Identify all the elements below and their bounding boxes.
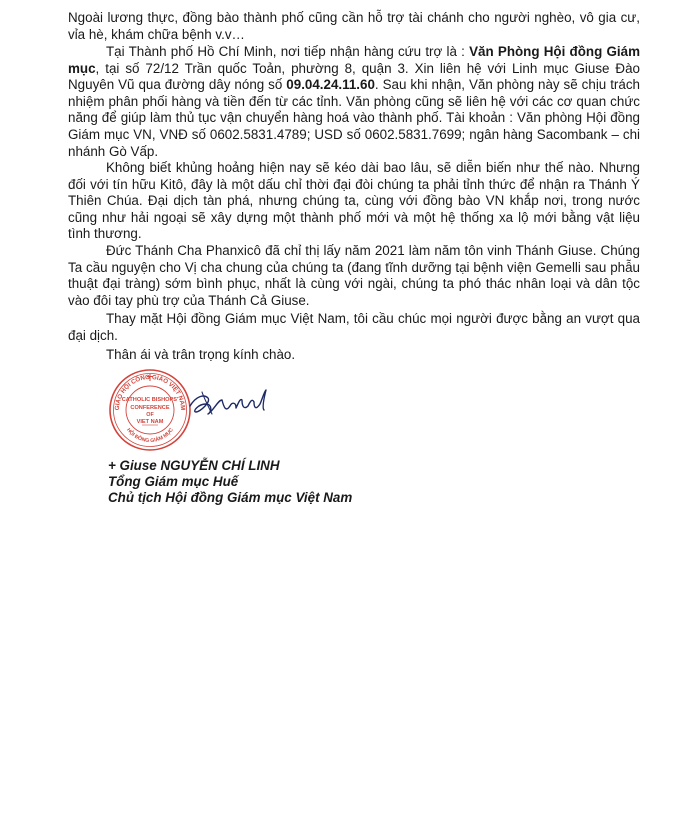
seal-inner-line2: CONFERENCE: [130, 405, 170, 411]
paragraph-financial-support: Ngoài lương thực, đồng bào thành phố cũng cần hỗ trợ tài chánh cho người nghèo, vô gia cư, vỉa hè, khám chữa bệnh v.v…: [68, 10, 640, 42]
seal-inner-line1: CATHOLIC BISHOPS': [121, 397, 179, 403]
signer-name: + Giuse NGUYỄN CHÍ LINH: [108, 458, 280, 473]
hotline-number: 09.04.24.11.60: [286, 77, 375, 93]
svg-text:HỘI ĐỒNG GIÁM MỤC: [125, 427, 175, 444]
office-account-text: . Sau khi nhận, Văn phòng này sẽ chịu trách nhiệm phân phối hàng và tiền đến từ các tỉnh. Văn phòng cũng sẽ liên hệ với các cơ quan chức năng để giúp làm thủ tục vận chuyển hàng hoá vào thành phố. Tài khoản : Văn phòng Hội đồng Giám mục VN, VNĐ số 0602.5831.4789; USD số 0602.5831.7699; ngân hàng Sacombank – chi nhánh Gò Vấp.: [68, 77, 640, 159]
office-address-text: , tại số 72/12 Trần quốc Toản, phường 8, quận 3. Xin liên hệ với Linh mục Giuse Đào Nguyên Vũ qua đường dây nóng số: [68, 60, 640, 93]
signer-title: Tổng Giám mục Huế: [108, 474, 239, 489]
paragraph-blessing: Thay mặt Hội đồng Giám mục Việt Nam, tôi cầu chúc mọi người được bằng an vượt qua đại dịch.: [68, 311, 640, 343]
seal-icon: [108, 368, 192, 452]
paragraph-hcmc-office: [68, 44, 640, 160]
seal-outer-text: GIÁO HỘI CÔNG GIÁO VIỆT NAM: [113, 373, 187, 411]
seal-inner-line3: OF: [146, 412, 154, 418]
paragraph-saint-joseph: Đức Thánh Cha Phanxicô đã chỉ thị lấy năm 2021 làm năm tôn vinh Thánh Giuse. Chúng Ta cầu nguyện cho Vị cha chung của chúng ta (đang tĩnh dưỡng tại bệnh viện Gemelli sau phẫu thuật đại tràng) sớm bình phục, nhất là cùng với ngài, chúng ta phó thác nhân loại và dân tộc vào đôi tay phù trợ của Thánh Cả Giuse.: [68, 243, 640, 308]
office-intro-text: Tại Thành phố Hồ Chí Minh, nơi tiếp nhận hàng cứu trợ là :: [106, 44, 470, 59]
conference-seal: [108, 368, 192, 452]
seal-lower-text: HỘI ĐỒNG GIÁM MỤC: [125, 427, 175, 445]
seal-inner-line4: VIET NAM: [136, 419, 164, 425]
paragraph-crisis-reflection: Không biết khủng hoảng hiện nay sẽ kéo dài bao lâu, sẽ diễn biến như thế nào. Nhưng đối với tín hữu Kitô, đây là một dấu chỉ thời đại đòi chúng ta phải tỉnh thức để nhận ra Thánh Ý Thiên Chúa. Đại dịch tàn phá, nhưng chúng ta, cùng với đồng bào VN khắp nơi, trong nước cũng như hải ngoại sẽ xây dựng một thành phố mới và một hệ thống xa lộ mới bằng vật liệu tình thương.: [68, 160, 640, 242]
closing-line: Thân ái và trân trọng kính chào.: [106, 347, 296, 362]
signer-role: Chủ tịch Hội đồng Giám mục Việt Nam: [108, 490, 353, 505]
handwritten-signature: [186, 384, 270, 424]
office-name: Văn Phòng Hội đồng Giám mục: [68, 44, 640, 76]
